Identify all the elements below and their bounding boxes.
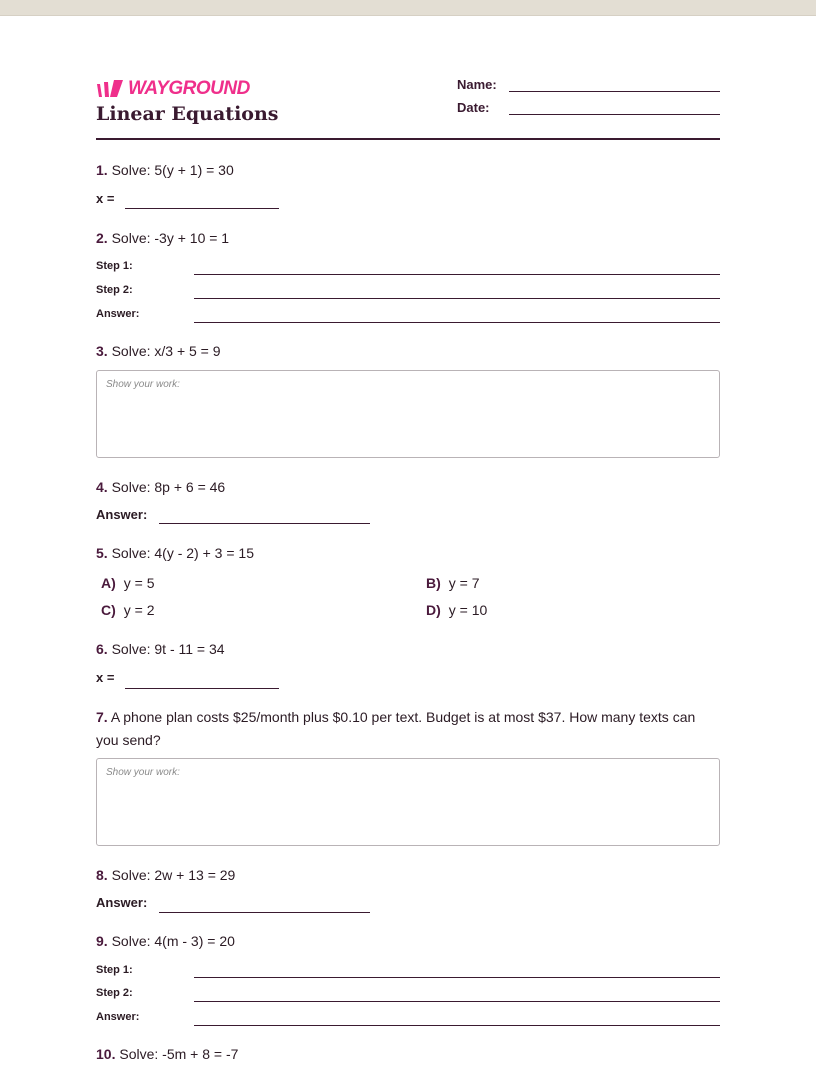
- option-c[interactable]: [101, 602, 155, 618]
- option-text: y = 5: [123, 575, 155, 591]
- answer-label: Answer:: [96, 507, 148, 522]
- step-label: Answer:: [96, 308, 140, 320]
- question-2: [96, 227, 229, 250]
- question-6: [96, 638, 225, 661]
- question-text: Solve: 9t - 11 = 34: [111, 641, 225, 657]
- step-label: Step 2:: [96, 284, 133, 296]
- date-field[interactable]: [509, 114, 720, 115]
- question-text: Solve: 8p + 6 = 46: [111, 479, 226, 495]
- viewer-top-bar: [0, 0, 816, 16]
- option-text: y = 10: [448, 602, 488, 618]
- question-number: 6.: [96, 641, 108, 657]
- question-7: [96, 706, 720, 752]
- option-letter: B): [426, 575, 441, 591]
- answer-label: Answer:: [96, 895, 148, 910]
- question-5: [96, 542, 254, 565]
- question-number: 1.: [96, 162, 108, 178]
- work-box[interactable]: [96, 758, 720, 846]
- option-a[interactable]: [101, 575, 155, 591]
- name-field[interactable]: [509, 91, 720, 92]
- option-text: y = 7: [448, 575, 480, 591]
- header-divider: [96, 138, 720, 140]
- step-line[interactable]: [194, 274, 720, 275]
- step-line[interactable]: [194, 1001, 720, 1002]
- step-label: Step 1:: [96, 964, 133, 976]
- answer-line[interactable]: [159, 912, 370, 913]
- question-text: Solve: 4(y - 2) + 3 = 15: [111, 545, 254, 561]
- work-placeholder: Show your work:: [106, 379, 180, 390]
- question-10: [96, 1043, 238, 1066]
- option-b[interactable]: [426, 575, 480, 591]
- option-letter: A): [101, 575, 116, 591]
- step-label: Answer:: [96, 1011, 140, 1023]
- question-text: Solve: -3y + 10 = 1: [111, 230, 230, 246]
- question-number: 10.: [96, 1046, 116, 1062]
- question-8: [96, 864, 235, 887]
- question-number: 4.: [96, 479, 108, 495]
- question-number: 7.: [96, 709, 108, 725]
- question-text: Solve: 4(m - 3) = 20: [111, 933, 235, 949]
- answer-line[interactable]: [125, 208, 279, 209]
- step-label: Step 1:: [96, 260, 133, 272]
- question-9: [96, 930, 235, 953]
- option-letter: C): [101, 602, 116, 618]
- question-number: 2.: [96, 230, 108, 246]
- answer-label: x =: [96, 670, 115, 685]
- question-text: Solve: x/3 + 5 = 9: [111, 343, 221, 359]
- question-number: 3.: [96, 343, 108, 359]
- question-1: [96, 159, 234, 182]
- question-3: [96, 340, 221, 363]
- date-label: Date:: [457, 100, 490, 115]
- wayground-logo-icon: [96, 80, 124, 98]
- question-number: 5.: [96, 545, 108, 561]
- question-text: Solve: 2w + 13 = 29: [111, 867, 236, 883]
- brand-name: WAYGROUND: [128, 78, 250, 99]
- work-placeholder: Show your work:: [106, 767, 180, 778]
- question-number: 9.: [96, 933, 108, 949]
- question-4: [96, 476, 225, 499]
- question-text: A phone plan costs $25/month plus $0.10 per text. Budget is at most $37. How many texts can you send?: [96, 709, 696, 748]
- question-text: Solve: -5m + 8 = -7: [119, 1046, 239, 1062]
- worksheet-title: Linear Equations: [96, 103, 279, 125]
- option-letter: D): [426, 602, 441, 618]
- step-label: Step 2:: [96, 987, 133, 999]
- answer-line[interactable]: [125, 688, 279, 689]
- brand-logo: [96, 79, 250, 99]
- answer-label: x =: [96, 191, 115, 206]
- step-line[interactable]: [194, 298, 720, 299]
- step-line[interactable]: [194, 322, 720, 323]
- step-line[interactable]: [194, 1025, 720, 1026]
- work-box[interactable]: [96, 370, 720, 458]
- question-number: 8.: [96, 867, 108, 883]
- step-line[interactable]: [194, 977, 720, 978]
- option-d[interactable]: [426, 602, 487, 618]
- answer-line[interactable]: [159, 523, 370, 524]
- option-text: y = 2: [123, 602, 155, 618]
- question-text: Solve: 5(y + 1) = 30: [111, 162, 234, 178]
- name-label: Name:: [457, 77, 497, 92]
